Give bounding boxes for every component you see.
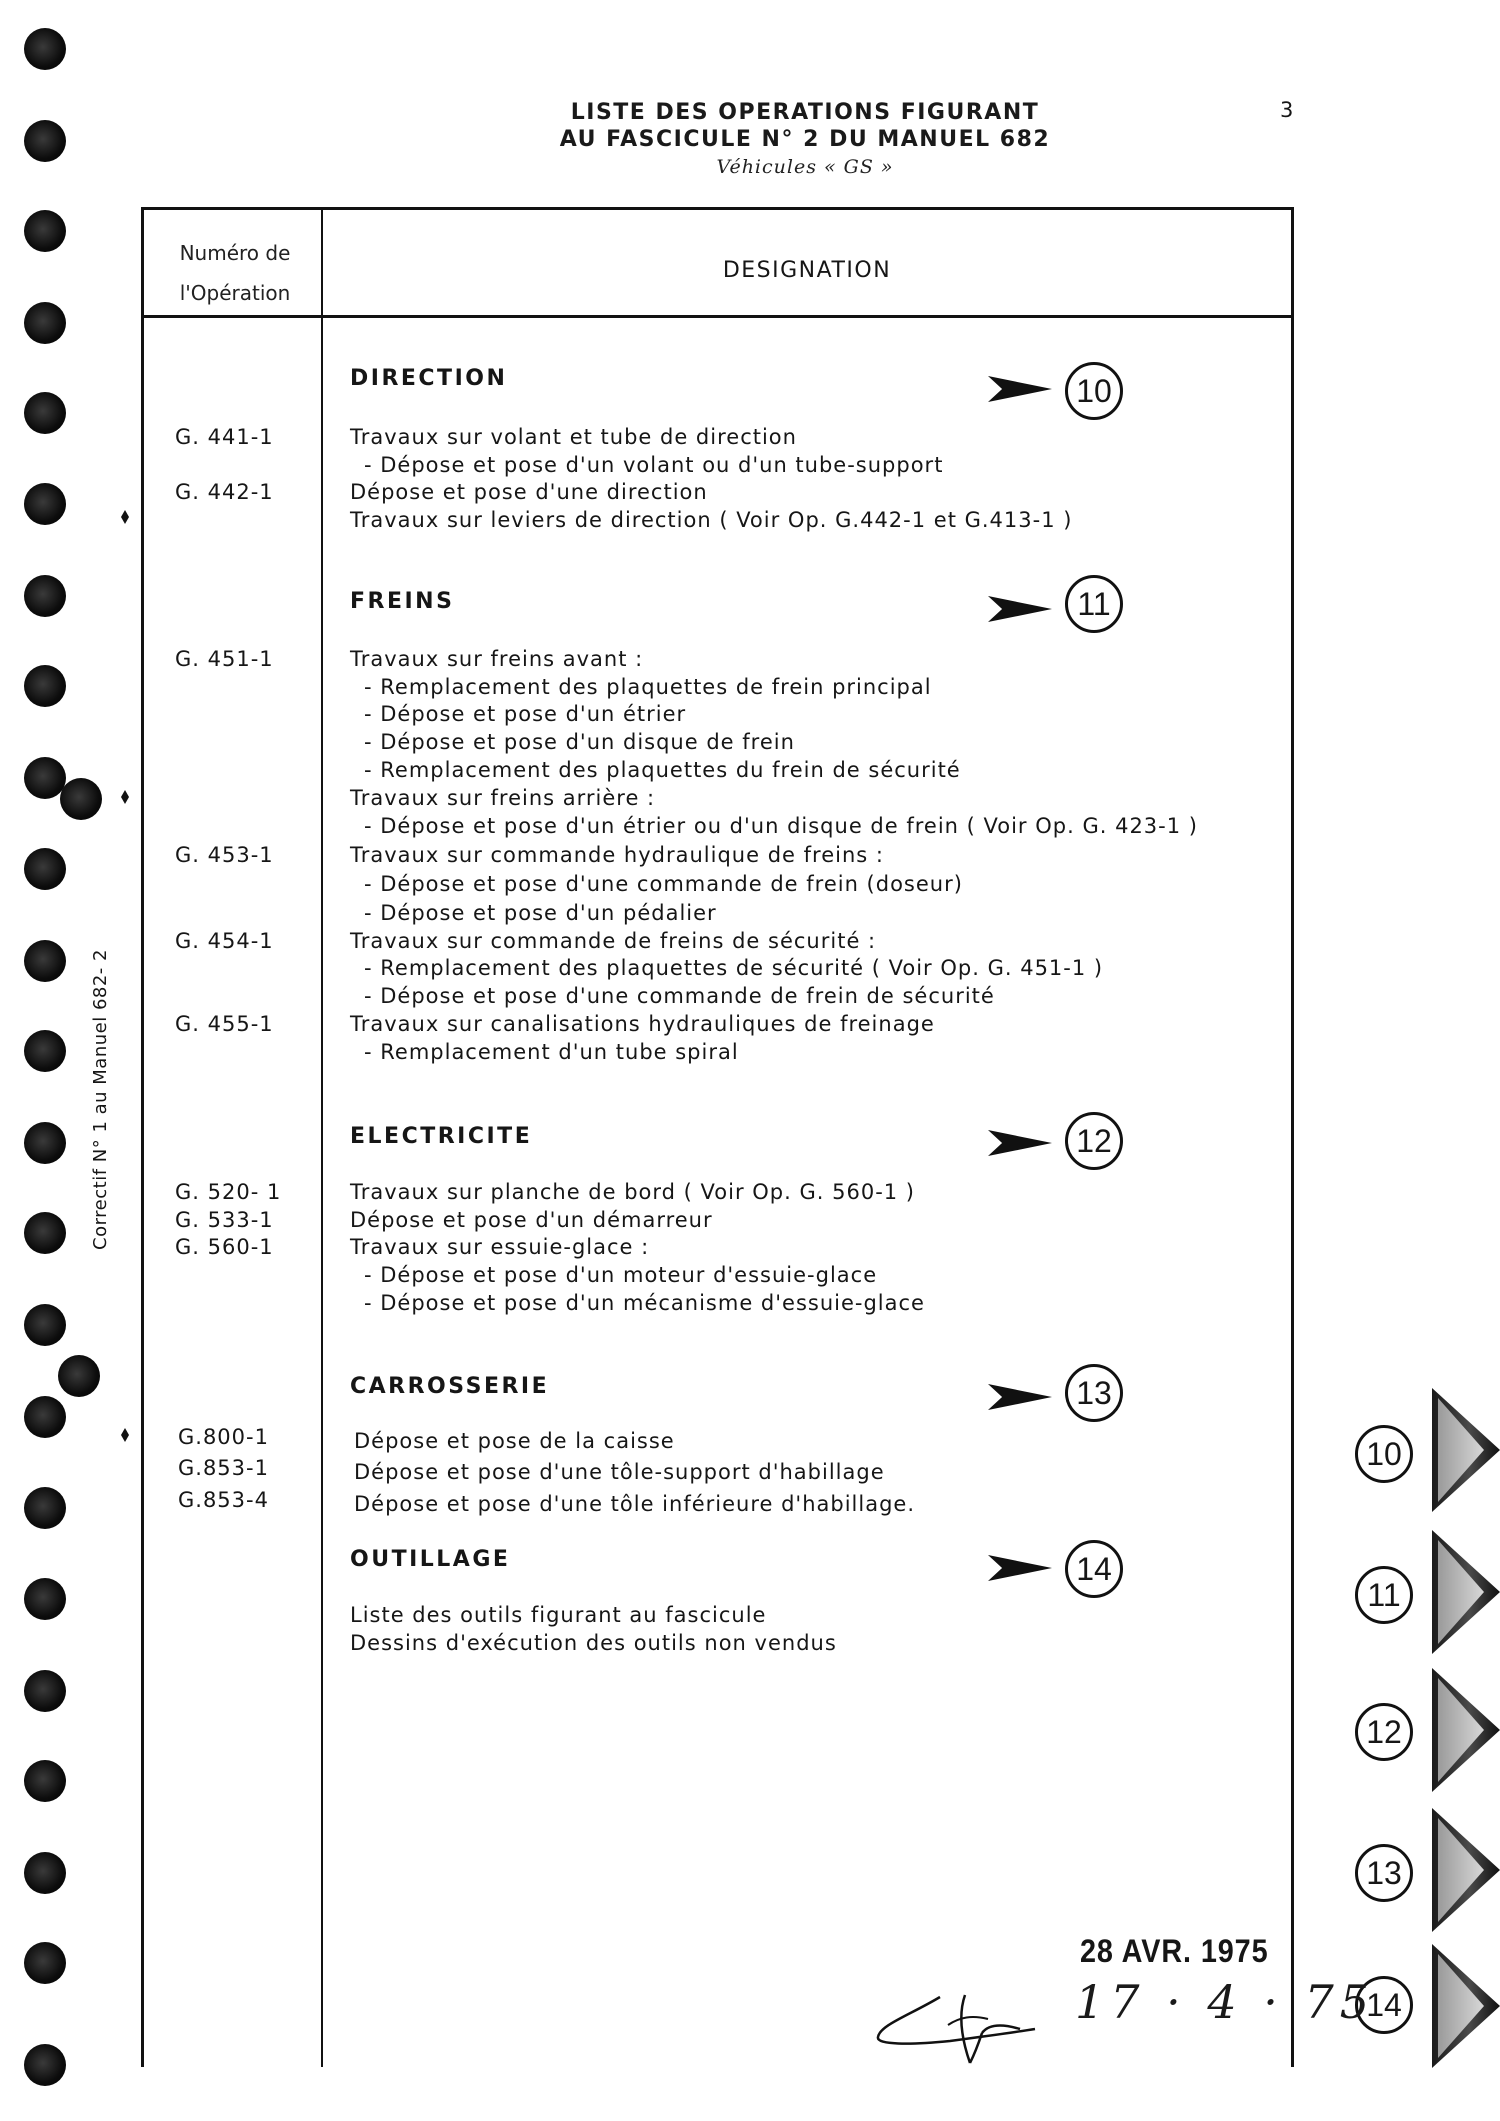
section-tab-11[interactable]: 11 bbox=[1355, 1566, 1413, 1624]
operation-number: G. 454-1 bbox=[175, 929, 274, 953]
binder-hole bbox=[24, 2044, 66, 2086]
designation-line: Dessins d'exécution des outils non vendus bbox=[350, 1631, 837, 1655]
column-header-operation-line1: Numéro de bbox=[179, 241, 291, 265]
arrow-right-icon bbox=[988, 1384, 1052, 1410]
change-marker-icon bbox=[121, 790, 129, 804]
binder-hole bbox=[24, 1030, 66, 1072]
binder-hole bbox=[24, 848, 66, 890]
designation-line: Liste des outils figurant au fascicule bbox=[350, 1603, 767, 1627]
section-title: ELECTRICITE bbox=[350, 1124, 533, 1149]
tab-arrow-icon[interactable] bbox=[1432, 1944, 1500, 2068]
section-number-badge: 10 bbox=[1065, 362, 1123, 420]
section-tab-10[interactable]: 10 bbox=[1355, 1425, 1413, 1483]
designation-line: Travaux sur freins arrière : bbox=[350, 786, 656, 810]
side-note: Correctif N° 1 au Manuel 682- 2 bbox=[90, 949, 111, 1250]
designation-line: Travaux sur leviers de direction ( Voir Op. G.442-1 et G.413-1 ) bbox=[350, 508, 1073, 532]
section-title: CARROSSERIE bbox=[350, 1374, 550, 1399]
designation-line: - Dépose et pose d'une commande de frein (doseur) bbox=[364, 872, 963, 896]
designation-line: - Dépose et pose d'un mécanisme d'essuie-glace bbox=[364, 1291, 925, 1315]
section-title: DIRECTION bbox=[350, 366, 508, 391]
binder-hole bbox=[60, 778, 102, 820]
designation-line: Travaux sur volant et tube de direction bbox=[350, 425, 797, 449]
table-border bbox=[1291, 207, 1294, 2067]
section-number-badge: 14 bbox=[1065, 1540, 1123, 1598]
operation-number: G.853-1 bbox=[178, 1456, 269, 1480]
table-border bbox=[321, 207, 323, 2067]
arrow-right-icon bbox=[988, 376, 1052, 402]
table-border bbox=[143, 315, 1294, 318]
designation-line: - Dépose et pose d'un disque de frein bbox=[364, 730, 795, 754]
section-number-badge: 12 bbox=[1065, 1112, 1123, 1170]
change-marker-icon bbox=[121, 1428, 129, 1442]
designation-line: - Remplacement des plaquettes de frein principal bbox=[364, 675, 932, 699]
binder-hole bbox=[24, 1670, 66, 1712]
operation-number: G.853-4 bbox=[178, 1488, 269, 1512]
tab-arrow-icon[interactable] bbox=[1432, 1668, 1500, 1792]
binder-hole bbox=[24, 1487, 66, 1529]
binder-hole bbox=[24, 483, 66, 525]
section-number-badge: 13 bbox=[1065, 1364, 1123, 1422]
designation-line: Dépose et pose d'une direction bbox=[350, 480, 708, 504]
arrow-right-icon bbox=[988, 1555, 1052, 1581]
designation-line: - Dépose et pose d'une commande de frein de sécurité bbox=[364, 984, 995, 1008]
tab-arrow-icon[interactable] bbox=[1432, 1530, 1500, 1654]
document-header bbox=[0, 100, 1500, 178]
section-title: OUTILLAGE bbox=[350, 1547, 511, 1572]
column-header-operation-line2: l'Opération bbox=[179, 281, 291, 305]
binder-hole bbox=[24, 210, 66, 252]
binder-hole bbox=[24, 940, 66, 982]
table-border bbox=[141, 207, 144, 2067]
document-title-line1: LISTE DES OPERATIONS FIGURANT bbox=[570, 100, 1040, 125]
binder-hole bbox=[24, 1396, 66, 1438]
designation-line: - Dépose et pose d'un volant ou d'un tube-support bbox=[364, 453, 944, 477]
document-title-line2: AU FASCICULE N° 2 DU MANUEL 682 bbox=[559, 127, 1051, 152]
binder-hole bbox=[24, 1578, 66, 1620]
binder-hole bbox=[24, 392, 66, 434]
binder-hole bbox=[24, 1852, 66, 1894]
signature-icon bbox=[870, 1985, 1050, 2075]
binder-hole bbox=[24, 575, 66, 617]
operation-number: G. 520- 1 bbox=[175, 1180, 282, 1204]
operation-number: G. 533-1 bbox=[175, 1208, 274, 1232]
date-stamp: 28 AVR. 1975 bbox=[1080, 1933, 1269, 1969]
page-number: 3 bbox=[1280, 98, 1294, 122]
designation-line: Dépose et pose de la caisse bbox=[354, 1429, 675, 1453]
binder-hole bbox=[24, 302, 66, 344]
designation-line: Travaux sur planche de bord ( Voir Op. G. 560-1 ) bbox=[350, 1180, 915, 1204]
operation-number: G. 455-1 bbox=[175, 1012, 274, 1036]
designation-line: Travaux sur commande de freins de sécurité : bbox=[350, 929, 877, 953]
binder-hole bbox=[24, 1760, 66, 1802]
operation-number: G. 560-1 bbox=[175, 1235, 274, 1259]
section-tab-12[interactable]: 12 bbox=[1355, 1703, 1413, 1761]
designation-line: - Remplacement des plaquettes du frein de sécurité bbox=[364, 758, 961, 782]
designation-line: Dépose et pose d'une tôle-support d'habillage bbox=[354, 1460, 885, 1484]
binder-hole bbox=[24, 665, 66, 707]
designation-line: - Dépose et pose d'un étrier ou d'un disque de frein ( Voir Op. G. 423-1 ) bbox=[364, 814, 1198, 838]
binder-hole bbox=[58, 1355, 100, 1397]
binder-hole bbox=[24, 28, 66, 70]
arrow-right-icon bbox=[988, 1130, 1052, 1156]
designation-line: - Remplacement d'un tube spiral bbox=[364, 1040, 739, 1064]
section-number-badge: 11 bbox=[1065, 575, 1123, 633]
designation-line: Travaux sur essuie-glace : bbox=[350, 1235, 650, 1259]
designation-line: - Dépose et pose d'un étrier bbox=[364, 702, 687, 726]
section-tab-14[interactable]: 14 bbox=[1355, 1976, 1413, 2034]
operation-number: G. 453-1 bbox=[175, 843, 274, 867]
table-border bbox=[143, 207, 1294, 210]
operation-number: G. 442-1 bbox=[175, 480, 274, 504]
designation-line: Dépose et pose d'un démarreur bbox=[350, 1208, 713, 1232]
arrow-right-icon bbox=[988, 596, 1052, 622]
change-marker-icon bbox=[121, 510, 129, 524]
designation-line: - Dépose et pose d'un moteur d'essuie-glace bbox=[364, 1263, 878, 1287]
operation-number: G. 441-1 bbox=[175, 425, 274, 449]
binder-hole bbox=[24, 1942, 66, 1984]
document-subtitle: Véhicules « GS » bbox=[716, 156, 894, 178]
section-tab-13[interactable]: 13 bbox=[1355, 1844, 1413, 1902]
binder-hole bbox=[24, 1122, 66, 1164]
binder-hole bbox=[24, 1212, 66, 1254]
column-header-operation bbox=[150, 233, 320, 313]
designation-line: Dépose et pose d'une tôle inférieure d'habillage. bbox=[354, 1492, 916, 1516]
tab-arrow-icon[interactable] bbox=[1432, 1808, 1500, 1932]
designation-line: - Dépose et pose d'un pédalier bbox=[364, 901, 717, 925]
operation-number: G.800-1 bbox=[178, 1425, 269, 1449]
designation-line: Travaux sur canalisations hydrauliques de freinage bbox=[350, 1012, 935, 1036]
binder-hole bbox=[24, 1304, 66, 1346]
section-title: FREINS bbox=[350, 589, 455, 614]
designation-line: Travaux sur freins avant : bbox=[350, 647, 644, 671]
designation-line: - Remplacement des plaquettes de sécurité ( Voir Op. G. 451-1 ) bbox=[364, 956, 1104, 980]
handwritten-date: 17 · 4 · 75 bbox=[1075, 1975, 1376, 2029]
operation-number: G. 451-1 bbox=[175, 647, 274, 671]
column-header-designation: DESIGNATION bbox=[722, 258, 892, 283]
tab-arrow-icon[interactable] bbox=[1432, 1388, 1500, 1512]
designation-line: Travaux sur commande hydraulique de freins : bbox=[350, 843, 884, 867]
